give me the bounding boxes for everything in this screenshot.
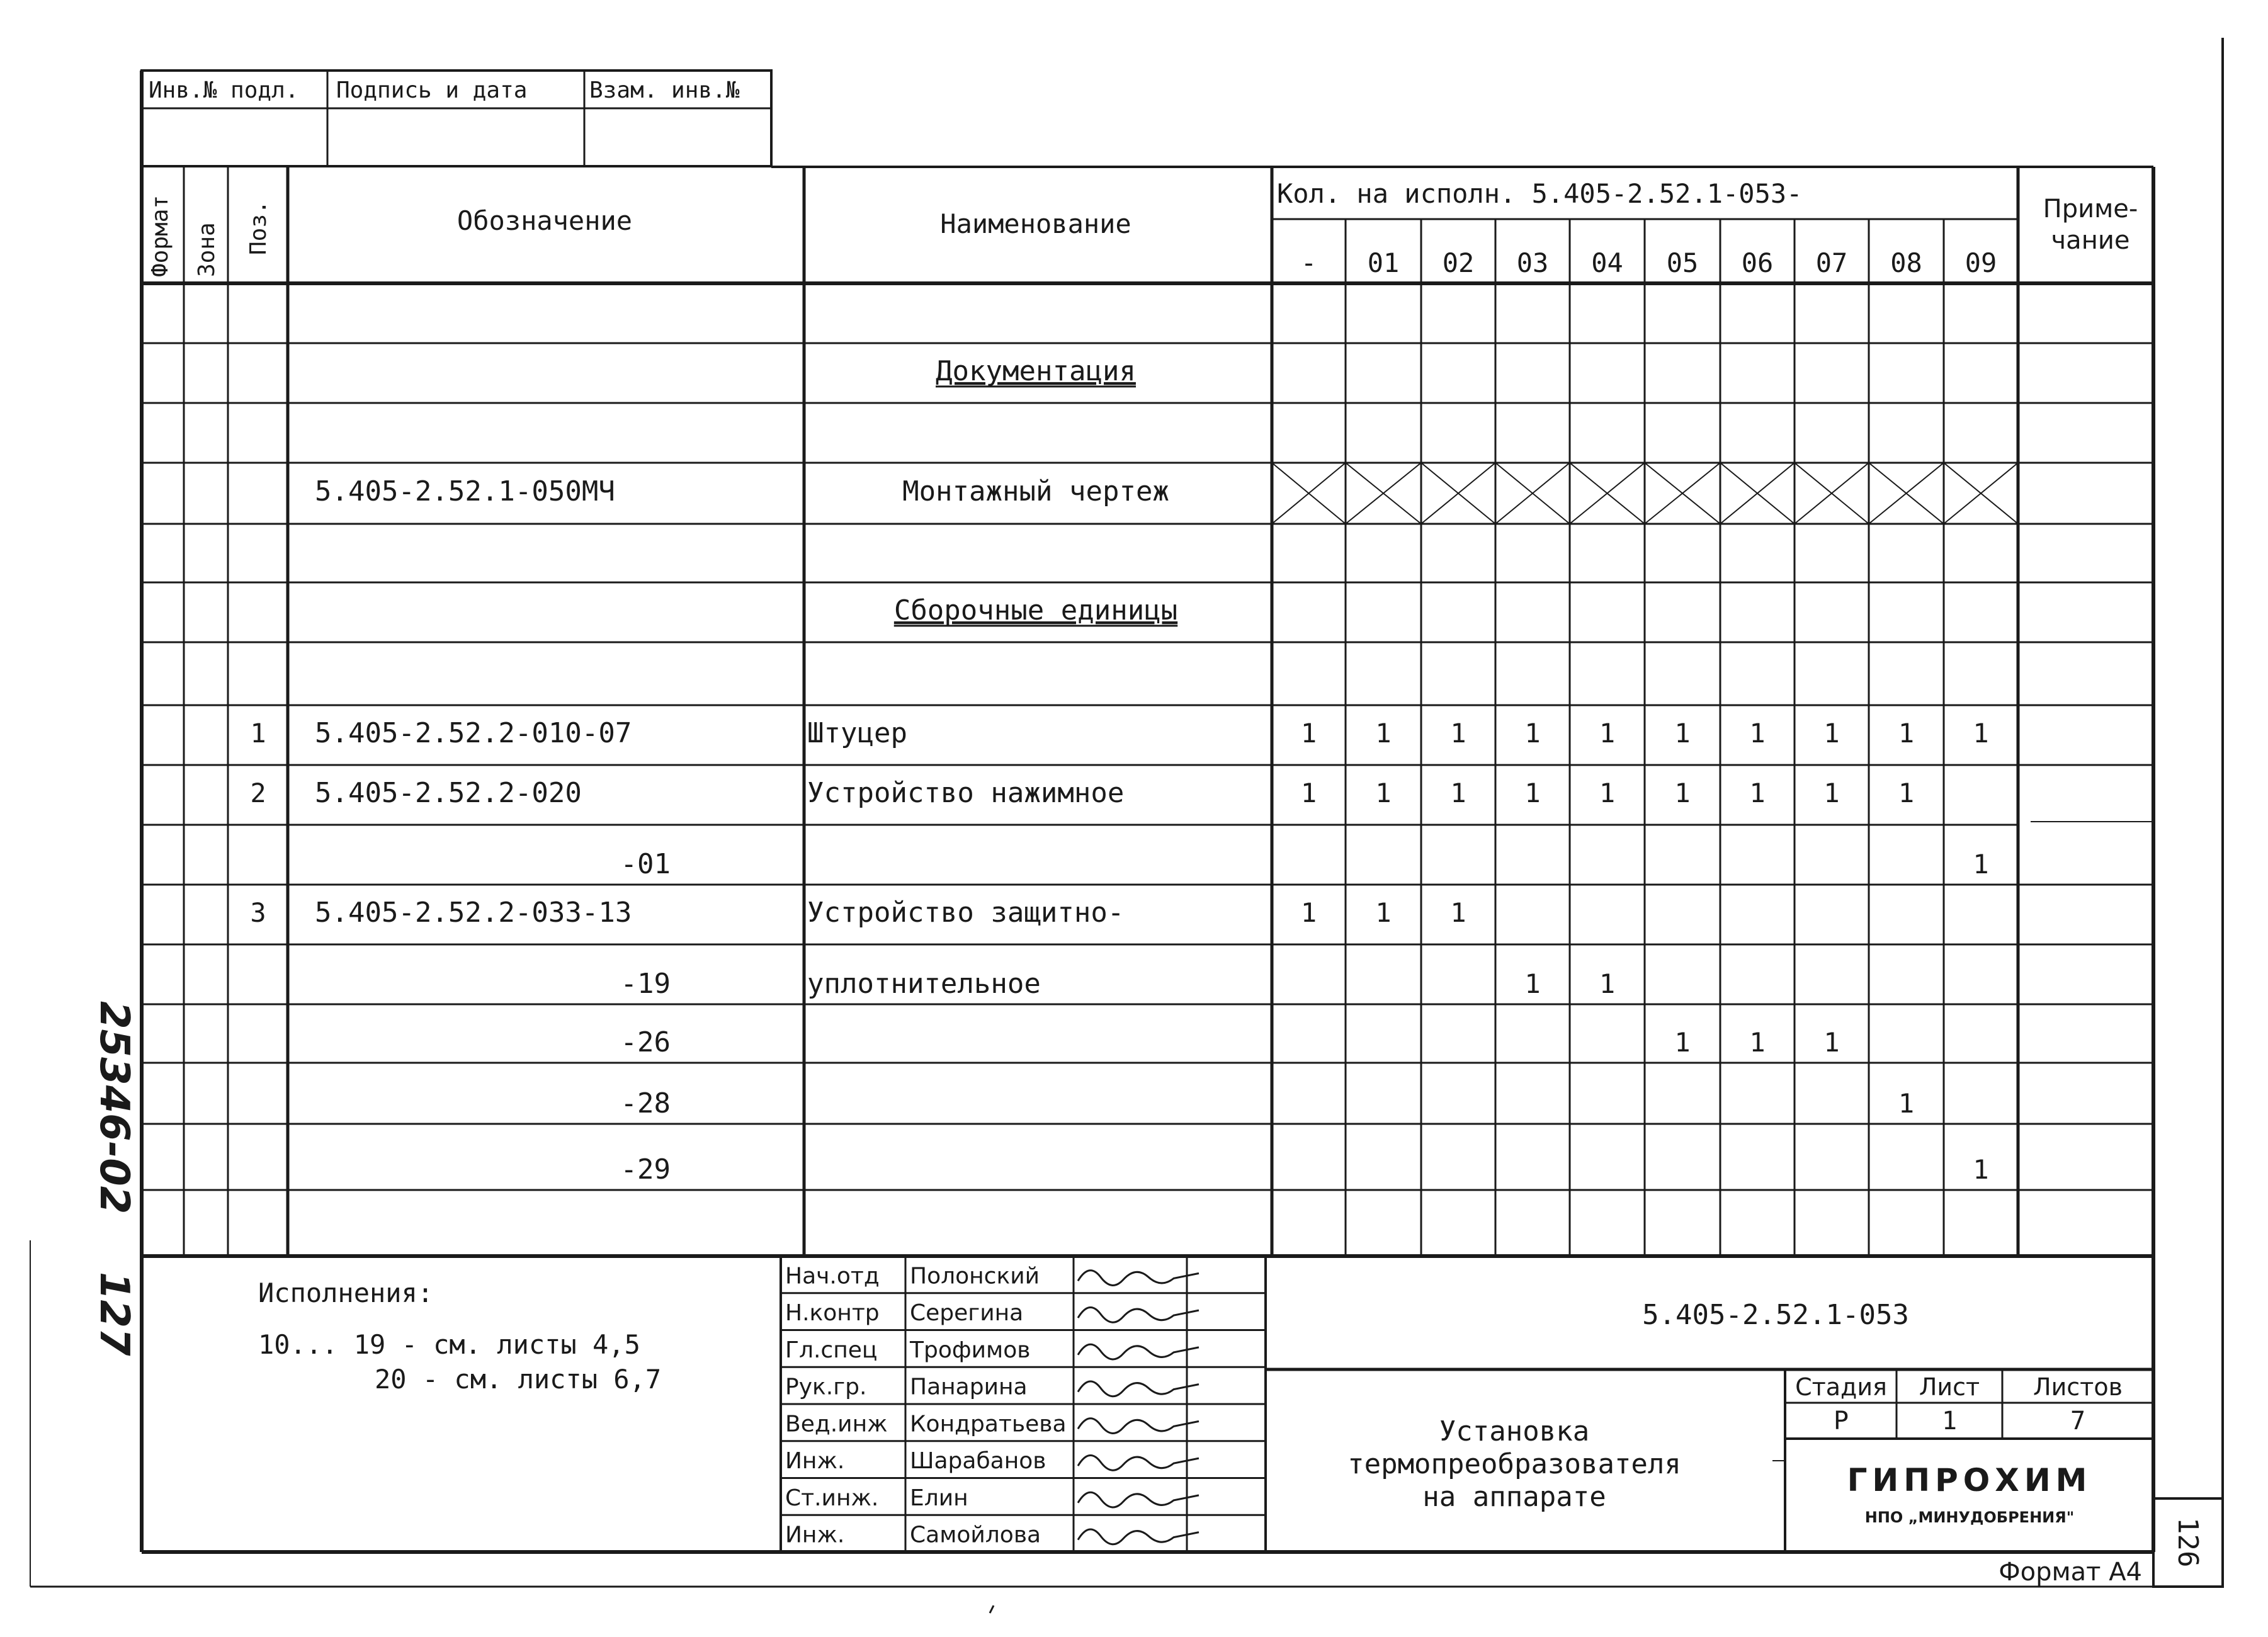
side-stamp-number: 25346-02	[91, 1001, 137, 1215]
handwritten-signature	[1078, 1529, 1199, 1544]
qty-cell: 1	[1524, 717, 1541, 749]
row-naimenovanie: Устройство нажимное	[807, 776, 1125, 809]
title-line-1: Установка	[1439, 1415, 1590, 1447]
row-poz: 3	[250, 897, 266, 928]
qty-cell: 1	[1300, 717, 1317, 749]
variant-header-9: 09	[1965, 247, 1997, 278]
row-naimenovanie: Устройство защитно-	[807, 896, 1125, 929]
handwritten-signature	[1078, 1344, 1199, 1359]
handwritten-signature	[1078, 1492, 1199, 1507]
row-oboznachenie: 5.405-2.52.2-033-13	[315, 896, 632, 929]
qty-cell: 1	[1674, 1027, 1691, 1058]
qty-cell: 1	[1973, 849, 1989, 880]
page-number: 126	[2172, 1517, 2204, 1568]
variant-headers	[1301, 247, 1997, 278]
stray-mark	[990, 1606, 994, 1613]
title-line-2: термопреобразователя	[1347, 1448, 1681, 1480]
signature-role: Вед.инж	[785, 1411, 888, 1437]
qty-cell: 1	[1898, 1088, 1915, 1119]
notes-title: Исполнения:	[258, 1277, 434, 1308]
doc-number: 5.405-2.52.1-053	[1642, 1299, 1909, 1331]
row-naimenovanie: Штуцер	[807, 717, 907, 749]
table-row	[621, 968, 1616, 1000]
signature-row	[785, 1263, 1199, 1289]
qty-cell: 1	[1375, 897, 1392, 928]
variant-header-3: 03	[1516, 247, 1549, 278]
signature-row	[785, 1300, 1199, 1326]
signature-role: Гл.спец	[785, 1337, 878, 1363]
table-row	[250, 717, 1988, 749]
signature-name: Серегина	[910, 1300, 1024, 1327]
signature-role: Инж.	[785, 1448, 845, 1475]
handwritten-signature	[1078, 1419, 1199, 1434]
variant-header-7: 07	[1815, 247, 1848, 278]
title-line-3: на аппарате	[1422, 1481, 1606, 1513]
qty-cell: 1	[1450, 777, 1466, 808]
header-poz: Поз.	[246, 200, 271, 255]
qty-cell: 1	[1599, 777, 1616, 808]
qty-cell: 1	[1450, 897, 1466, 928]
lower-block	[142, 1256, 2153, 1552]
header-format: Формат	[147, 195, 173, 277]
signature-row	[785, 1374, 1199, 1400]
qty-cell: 1	[1823, 1027, 1840, 1058]
variant-header-1: 01	[1367, 247, 1400, 278]
org-name: ГИПРОХИМ	[1847, 1462, 2092, 1498]
signature-row	[785, 1411, 1199, 1437]
signature-name: Самойлова	[910, 1522, 1041, 1548]
qty-cell: 1	[1375, 717, 1392, 749]
org-subtitle: НПО „МИНУДОБРЕНИЯ"	[1864, 1509, 2075, 1526]
variant-header-0: -	[1300, 247, 1317, 278]
table-row	[894, 594, 1178, 626]
qty-cell: 1	[1524, 777, 1541, 808]
signature-name: Шарабанов	[910, 1448, 1046, 1475]
row-oboznachenie: -28	[620, 1087, 671, 1119]
qty-cell: 1	[1674, 717, 1691, 749]
table-row	[621, 1153, 1989, 1186]
row-oboznachenie: 5.405-2.52.2-010-07	[315, 717, 632, 749]
variant-header-8: 08	[1890, 247, 1922, 278]
qty-cell: 1	[1674, 777, 1691, 808]
row-oboznachenie: -01	[620, 848, 671, 880]
row-oboznachenie: -19	[620, 968, 671, 1000]
table-header	[147, 178, 2138, 278]
variant-header-6: 06	[1741, 247, 1774, 278]
section-heading: Сборочные единицы	[893, 594, 1178, 626]
qty-cell: 1	[1300, 777, 1317, 808]
top-stamp	[142, 71, 771, 166]
table-row	[936, 355, 1136, 387]
variant-header-4: 04	[1591, 247, 1623, 278]
list-label: Лист	[1919, 1373, 1980, 1401]
row-poz: 1	[250, 717, 266, 749]
table-row	[315, 475, 1169, 507]
format-a4-label: Формат А4	[1999, 1558, 2142, 1587]
page-number-box	[2153, 1498, 2223, 1587]
signature-name: Кондратьева	[910, 1411, 1067, 1437]
listov-value: 7	[2070, 1407, 2086, 1436]
qty-cell: 1	[1749, 777, 1766, 808]
handwritten-signature	[1078, 1381, 1199, 1396]
table-row	[250, 777, 1914, 809]
row-naimenovanie: уплотнительное	[807, 968, 1041, 1000]
row-oboznachenie: -26	[620, 1026, 671, 1058]
qty-cell: 1	[1375, 777, 1392, 808]
signature-name: Панарина	[910, 1374, 1028, 1400]
row-naimenovanie: Монтажный чертеж	[902, 475, 1169, 508]
qty-cell: 1	[1599, 717, 1616, 749]
table-row	[621, 848, 1989, 880]
row-poz: 2	[250, 777, 266, 808]
stadiya-value: Р	[1833, 1407, 1849, 1436]
signature-row	[785, 1485, 1199, 1511]
notes-line-1: 10... 19 - см. листы 4,5	[258, 1329, 640, 1360]
header-naimenovanie: Наименование	[940, 208, 1131, 239]
notes-line-2: 20 - см. листы 6,7	[375, 1364, 662, 1395]
qty-cell: 1	[1823, 777, 1840, 808]
header-zona: Зона	[194, 222, 220, 277]
signature-name: Елин	[910, 1485, 968, 1511]
signature-name: Полонский	[910, 1263, 1040, 1289]
signature-role: Нач.отд	[785, 1263, 880, 1289]
qty-cell: 1	[1599, 968, 1616, 999]
signature-name: Трофимов	[910, 1337, 1031, 1363]
handwritten-signature	[1078, 1307, 1199, 1322]
header-oboznachenie: Обозначение	[456, 205, 633, 236]
variant-header-5: 05	[1666, 247, 1699, 278]
handwritten-signature	[1078, 1271, 1199, 1286]
qty-cell: 1	[1973, 717, 1989, 749]
row-oboznachenie: 5.405-2.52.2-020	[315, 776, 582, 809]
specification-table	[142, 167, 2153, 1256]
qty-cell: 1	[1898, 717, 1915, 749]
qty-cell: 1	[1973, 1154, 1989, 1185]
qty-cell: 1	[1524, 968, 1541, 999]
qty-cell: 1	[1450, 717, 1466, 749]
table-rows	[250, 355, 1988, 1186]
header-primechanie-1: Приме-	[2043, 195, 2138, 224]
signature-role: Инж.	[785, 1522, 845, 1548]
signature-row	[785, 1448, 1199, 1474]
podpis-data-label: Подпись и дата	[336, 77, 528, 103]
inv-podl-label: Инв.№ подл.	[149, 77, 299, 103]
signature-role: Н.контр	[785, 1300, 880, 1327]
header-kol: Кол. на исполн. 5.405-2.52.1-053-	[1277, 178, 1803, 209]
signature-row	[785, 1337, 1199, 1363]
handwritten-signature	[1078, 1455, 1199, 1470]
qty-cell: 1	[1898, 777, 1915, 808]
qty-cell: 1	[1300, 897, 1317, 928]
qty-cell: 1	[1749, 1027, 1766, 1058]
row-oboznachenie: -29	[620, 1153, 671, 1186]
side-stamp-page: 127	[91, 1272, 137, 1356]
header-primechanie-2: чание	[2051, 226, 2130, 255]
vzam-inv-label: Взам. инв.№	[589, 77, 740, 103]
qty-cell: 1	[1823, 717, 1840, 749]
signature-role: Ст.инж.	[785, 1485, 879, 1511]
signature-rows	[785, 1263, 1199, 1548]
list-value: 1	[1941, 1407, 1958, 1436]
qty-cell: 1	[1749, 717, 1766, 749]
signature-role: Рук.гр.	[785, 1374, 867, 1400]
table-row	[250, 897, 1466, 929]
listov-label: Листов	[2033, 1373, 2123, 1401]
stadiya-label: Стадия	[1795, 1373, 1887, 1401]
variant-header-2: 02	[1442, 247, 1475, 278]
section-heading: Документация	[936, 354, 1136, 387]
table-grid	[142, 167, 2153, 1256]
row-oboznachenie: 5.405-2.52.1-050МЧ	[315, 475, 615, 508]
signature-row	[785, 1522, 1199, 1548]
